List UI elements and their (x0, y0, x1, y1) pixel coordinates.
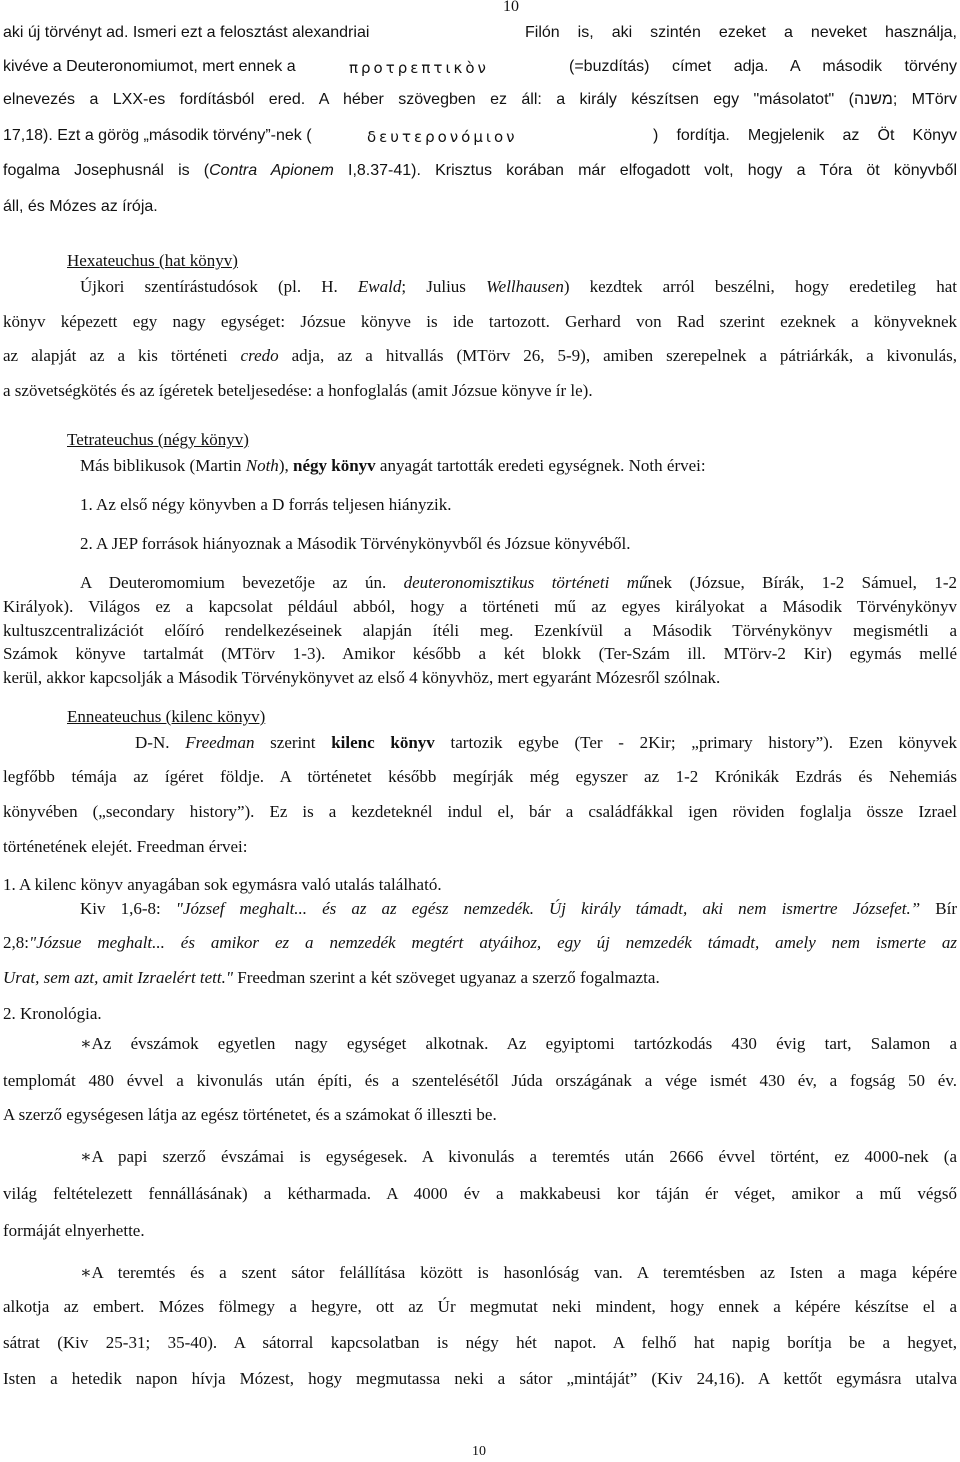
text-line: Isten a hetedik napon hívja Mózest, hogy megmutassa neki a sátor „mintáját” (Kiv 24,16). A kettőt egymásra utalva (3, 1369, 957, 1388)
text-line: formáját elnyerhette. (3, 1221, 145, 1240)
text-line: a szövetségkötés és az ígéretek beteljesedése: a honfoglalás (amit Józsue könyve ír le). (3, 381, 593, 400)
list-item: 1. A kilenc könyv anyagában sok egymásra való utalás található. (3, 875, 442, 894)
text-line: kerül, akkor kapcsolják a Második Törvénykönyvet az első 4 könyvhöz, mert egyaránt Mózesről szólnak. (3, 668, 721, 687)
text-line: az alapját az a kis történeti credo adja, az a hitvallás (MTörv 26, 5-9), amiben szerepelnek a pátriárkák, a kivonulás, (3, 346, 957, 365)
text-line: Újkori szentírástudósok (pl. H. Ewald; Julius Wellhausen) kezdtek arról beszélni, hogy eredetileg hat (80, 277, 958, 296)
list-item: 2. A JEP források hiányoznak a Második Törvénykönyvből és Józsue könyvéből. (80, 534, 631, 553)
list-item: 2. Kronológia. (3, 1004, 102, 1023)
text-line: könyv képezett egy nagy egységet: Józsue könyve is ide tartozott. Gerhard von Rad szerint ezeknek a könyveknek (3, 312, 957, 331)
text-line: világ feltételezett fennállásának) a kétharmada. A 4000 év a makkabeusi kor táján ér véget, amikor a mű végső (3, 1184, 957, 1203)
text-line: kultuszcentralizációt előíró rendelkezéseinek alapján ítéli meg. Ezenkívül a Második Törvénykönyv megismétli a (3, 621, 957, 640)
greek-word: δευτερονόμιον (367, 128, 518, 146)
page-number-top: 10 (503, 0, 519, 15)
text-line: A Deuteromomium bevezetője az ún. deuteronomisztikus történeti műnek (Józsue, Bírák, 1-2 Sámuel, 1-2 (80, 573, 958, 592)
text-line: történetének elejét. Freedman érvei: (3, 837, 248, 856)
text-line: D-N. Freedman szerint kilenc könyv tartozik egybe (Ter - 2Kir; „primary history”). Ezen könyvek (135, 733, 958, 752)
text-line: ∗A teremtés és a szent sátor felállítása között is hasonlóság van. A teremtésben az Isten a maga képére (80, 1263, 957, 1282)
text-line: legfőbb témája az ígéret földje. A történetet később megírják még egyszer az 1-2 Krónikák Ezdrás és Nehemiás (3, 767, 957, 786)
text-line: ∗A papi szerző évszámai is egységesek. A kivonulás a teremtés után 2666 évvel történt, ez 4000-nek (a (80, 1147, 957, 1166)
section-heading-tetrateuchus: Tetrateuchus (négy könyv) (67, 430, 249, 449)
text-line: sátrat (Kiv 25-31; 35-40). A sátorral kapcsolatban is négy hét napot. A felhő hat napig borítja be a hegyet, (3, 1333, 957, 1352)
text-line: Más biblikusok (Martin Noth), négy könyv anyagát tartották eredeti egységnek. Noth érvei: (80, 456, 706, 475)
text-line: Urat, sem azt, amit Izraelért tett." Freedman szerint a két szöveget ugyanaz a szerző fogalmazta. (3, 968, 660, 987)
section-heading-hexateuchus: Hexateuchus (hat könyv) (67, 251, 238, 270)
greek-word: προτρεπτικὸν (349, 59, 489, 77)
text-line: Királyok). Világos ez a kapcsolat például abból, hogy a történeti mű az egyes királyokat a Második Törvénykönyv (3, 597, 957, 616)
text-line: Kiv 1,6-8: "József meghalt... és az az egész nemzedék. Új király támadt, aki nem ismertre Józsefet.” Bír (80, 899, 957, 918)
page-number-bottom: 10 (472, 1444, 486, 1459)
text-line: ∗Az évszámok egyetlen nagy egységet alkotnak. Az egyiptomi tartózkodás 430 évig tart, Salamon a (80, 1034, 957, 1053)
list-item: 1. Az első négy könyvben a D forrás teljesen hiányzik. (80, 495, 452, 514)
text-line: könyvében („secondary history”). Ez is a kezdeteknél indul el, bár a családfákkal igen röviden foglalja össze Izrael (3, 802, 957, 821)
text-line: templomát 480 évvel a kivonulás után építi, és a szentelésétől Júda országának a vége ismét 430 év, a fogság 50 év. (3, 1071, 957, 1090)
text-line: fogalma Josephusnál is (Contra Apionem I,8.37-41). Krisztus korában már elfogadott volt, hogy a Tóra öt könyvből (3, 162, 958, 179)
text-line: áll, és Mózes az írója. (3, 198, 158, 215)
document-page: 10 aki új törvényt ad. Ismeri ezt a felosztást alexandriai Filón is, aki szintén ezeket a neveket használja, kivéve a Deuteronomiumot, mert ennek a προτρεπτικὸν (=buzdítás) címet adja. A második törvény elnevezés a LXX-es fordításból ered. A héber szövegben ez áll: a király készítsen egy "másolatot" (משנה; MTörv 17,18). Ezt a görög „második törvény”-nek ( δευτερονόμιον ) fordítja. Megjelenik az Öt Könyv fogalma Josephusnál is (Contra Apionem I,8.37-41). Krisztus korában már elfogadott volt, hogy a Tóra öt könyvből áll, és Mózes az írója. Hexateuchus (hat könyv) Újkori szentírástudósok (pl. H. Ewald; Julius Wellhausen) kezdtek arról beszélni, hogy eredetileg hat könyv képezett egy nagy egységet: Józsue könyve is ide tartozott. Gerhard von Rad szerint ezeknek a könyveknek az alapját az a kis történeti credo adja, az a hitvallás (MTörv 26, 5-9), amiben szerepelnek a pátriárkák, a kivonulás, a szövetségkötés és az ígéretek beteljesedése: a honfoglalás (amit Józsue könyve ír le). Tetrateuchus (négy könyv) Más biblikusok (Martin Noth), négy könyv anyagát tartották eredeti egységnek. Noth érvei: 1. Az első négy könyvben a D forrás teljesen hiányzik. 2. A JEP források hiányoznak a Második Törvénykönyvből és Józsue könyvéből. A Deuteromomium bevezetője az ún. deuteronomisztikus történeti műnek (Józsue, Bírák, 1-2 Sámuel, 1-2 Királyok). Világos ez a kapcsolat például abból, hogy a történeti mű az egyes királyokat a Második Törvénykönyv kultuszcentralizációt előíró rendelkezéseinek alapján ítéli meg. Ezenkívül a Második Törvénykönyv megismétli a Számok könyve tartalmát (MTörv 1-3). Amikor később a két blokk (Ter-Szám ill. MTörv-2 Kir) egymás mellé kerül, akkor kapcsolják a Második Törvénykönyvet az első 4 könyvhöz, mert egyaránt Mózesről szólnak. Enneateuchus (kilenc könyv) D-N. Freedman szerint kilenc könyv tartozik egybe (Ter - 2Kir; „primary history”). Ezen könyvek legfőbb témája az ígéret földje. A történetet később megírják még egyszer az 1-2 Krónikák Ezdrás és Nehemiás könyvében („secondary history”). Ez is a kezdeteknél indul el, bár a családfákkal igen röviden foglalja össze Izrael történetének elejét. Freedman érvei: 1. A kilenc könyv anyagában sok egymásra való utalás található. Kiv 1,6-8: "József meghalt... és az az egész nemzedék. Új király támadt, aki nem ismertre Józsefet.” Bír 2,8:"Józsue meghalt... és amikor ez a nemzedék megtért atyáihoz, egy új nemzedék támadt, amely nem ismerte az Urat, sem azt, amit Izraelért tett." Freedman szerint a két szöveget ugyanaz a szerző fogalmazta. 2. Kronológia. ∗Az évszámok egyetlen nagy egységet alkotnak. Az egyiptomi tartózkodás 430 évig tart, Salamon a templomát 480 évvel a kivonulás után építi, és a szentelésétől Júda országának a vége ismét 430 év, a fogság 50 év. A szerző egységesen látja az egész történetet, és a számokat ő illeszti be. ∗A papi szerző évszámai is egységesek. A kivonulás a teremtés után 2666 évvel történt, ez 4000-nek (a világ feltételezett fennállásának) a kétharmada. A 4000 év a makkabeusi kor táján ér véget, amikor a mű végső formáját elnyerhette. ∗A teremtés és a szent sátor felállítása között is hasonlóság van. A teremtésben az Isten a maga képére alkotja az embert. Mózes fölmegy a hegyre, ott az Úr megmutat neki mindent, hogy ennek a képére készítse el a sátrat (Kiv 25-31; 35-40). A sátorral kapcsolatban is négy hét napot. A felhő hat napig borítja be a hegyet, Isten a hetedik napon hívja Mózest, hogy megmutassa neki a sátor „mintáját” (Kiv 24,16). A kettőt egymásra utalva 10 (0, 0, 960, 1462)
text-line: Számok könyve tartalmát (MTörv 1-3). Amikor később a két blokk (Ter-Szám ill. MTörv-2 Kir) egymás mellé (3, 644, 957, 663)
text-line: 2,8:"Józsue meghalt... és amikor ez a nemzedék megtért atyáihoz, egy új nemzedék támadt, amely nem ismerte az (3, 933, 957, 952)
text-line: alkotja az embert. Mózes fölmegy a hegyre, ott az Úr megmutat neki mindent, hogy ennek a képére készítse el a (3, 1297, 957, 1316)
section-heading-enneateuchus: Enneateuchus (kilenc könyv) (67, 707, 266, 726)
text-line: elnevezés a LXX-es fordításból ered. A héber szövegben ez áll: a király készítsen egy "másolatot" (משנה; MTörv (3, 91, 958, 108)
text-line: A szerző egységesen látja az egész történetet, és a számokat ő illeszti be. (3, 1105, 497, 1124)
